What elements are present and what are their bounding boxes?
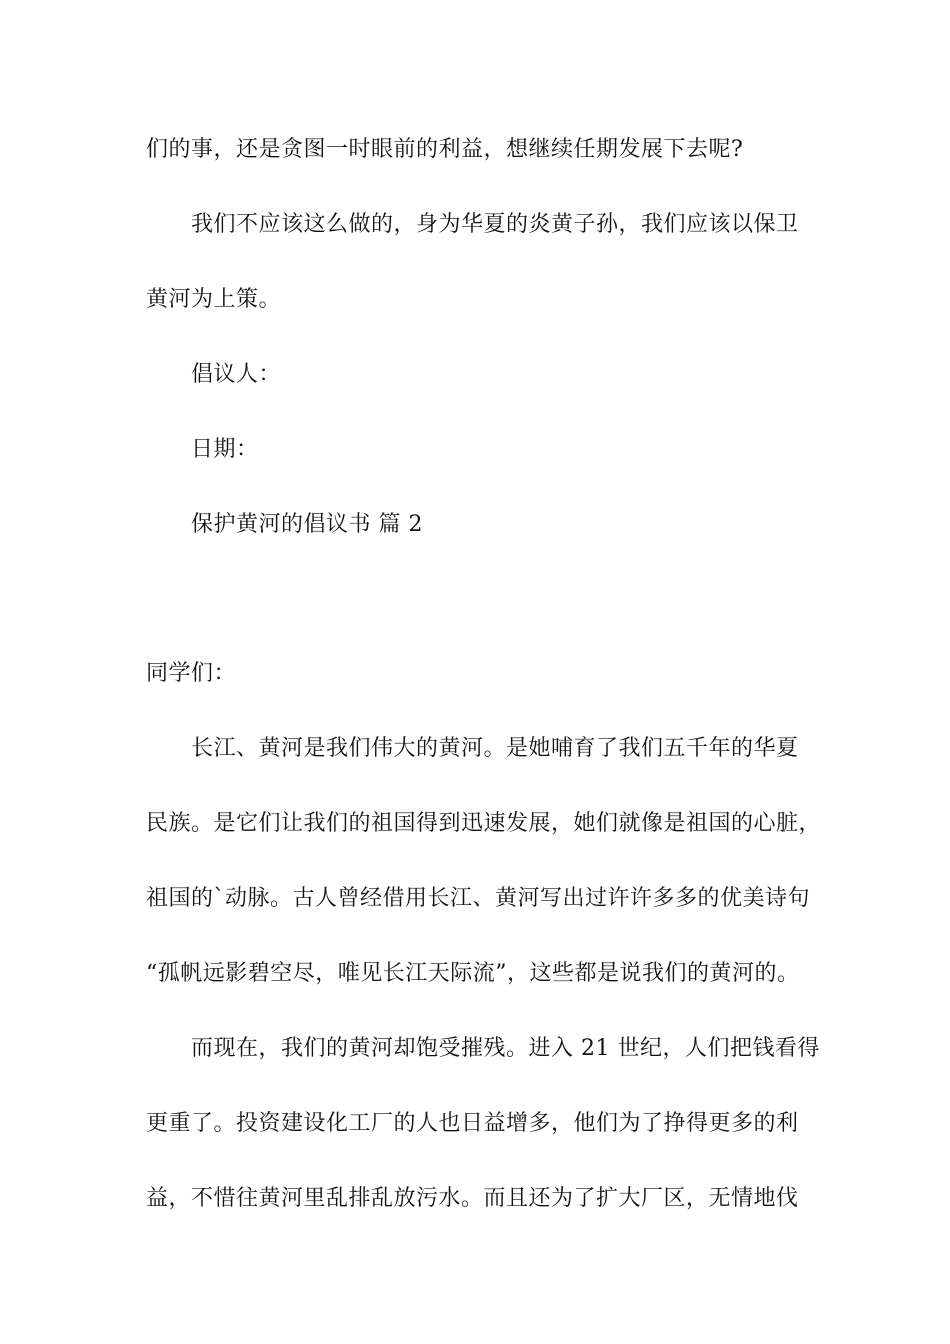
text-line: 我们不应该这么做的，身为华夏的炎黄子孙，我们应该以保卫 (191, 212, 799, 237)
text-line: 而现在，我们的黄河却饱受摧残。进入 21 世纪，人们把钱看得 (191, 1036, 820, 1061)
signer-label: 倡议人： (191, 362, 282, 387)
text-line: 祖国的`动脉。古人曾经借用长江、黄河写出过许许多多的优美诗句 (146, 886, 811, 911)
text-line: 益，不惜往黄河里乱排乱放污水。而且还为了扩大厂区，无情地伐 (146, 1186, 799, 1211)
text-line: “孤帆远影碧空尽，唯见长江天际流”，这些都是说我们的黄河的。 (146, 961, 800, 986)
section-title: 保护黄河的倡议书 篇 2 (191, 512, 423, 537)
text-line: 们的事，还是贪图一时眼前的利益，想继续任期发展下去呢? (146, 137, 744, 162)
text-line: 长江、黄河是我们伟大的黄河。是她哺育了我们五千年的华夏 (191, 736, 799, 761)
text-line: 更重了。投资建设化工厂的人也日益增多，他们为了挣得更多的利 (146, 1111, 799, 1136)
text-line: 黄河为上策。 (146, 287, 282, 312)
salutation: 同学们： (146, 661, 237, 686)
text-line: 民族。是它们让我们的祖国得到迅速发展，她们就像是祖国的心脏， (146, 811, 822, 836)
date-label: 日期： (191, 437, 259, 462)
